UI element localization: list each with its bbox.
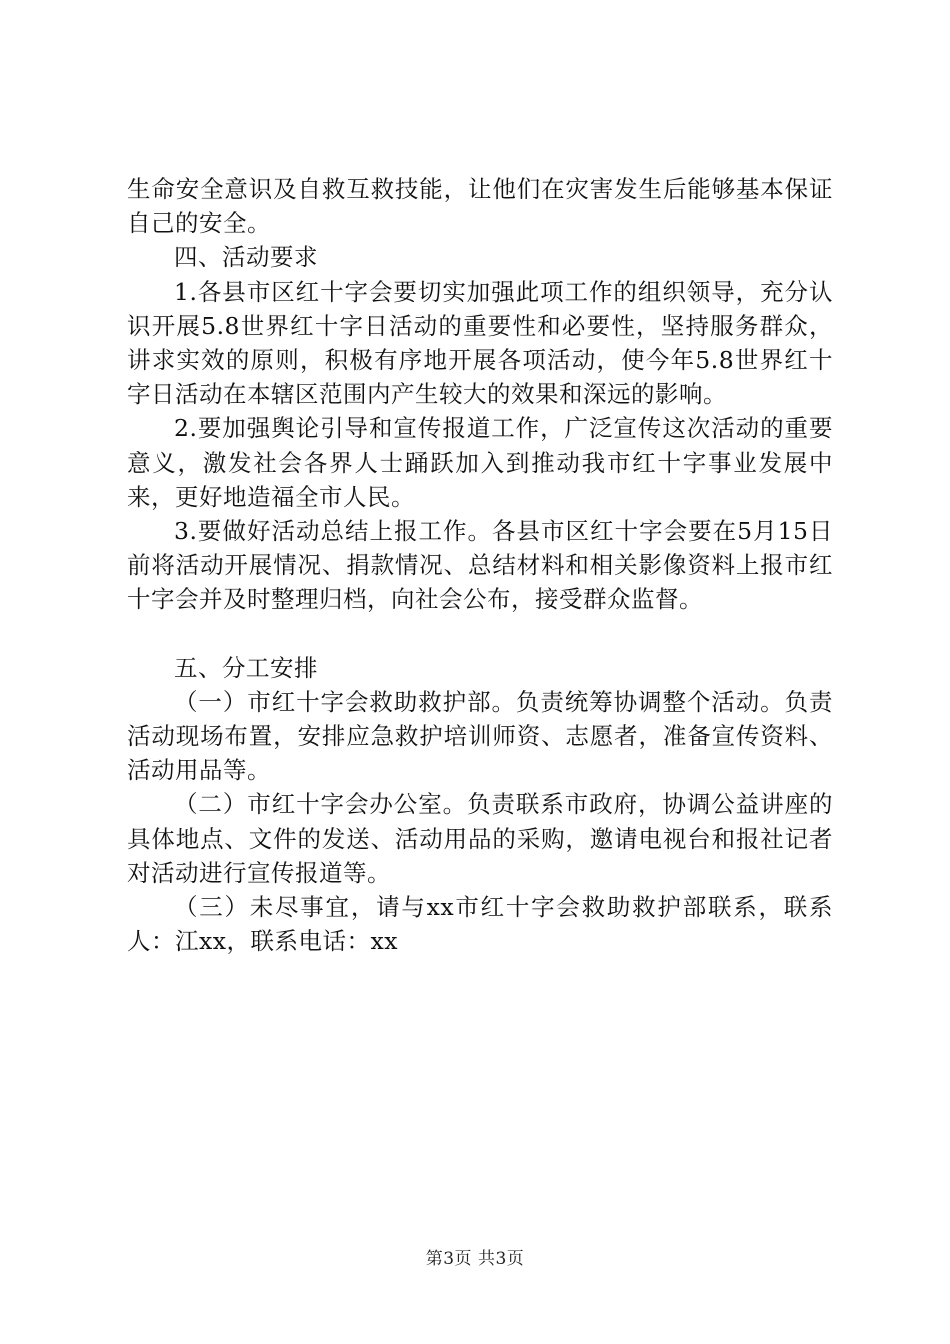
section-heading-activity-requirements: 四、活动要求 (174, 243, 318, 272)
division-item-1: （一）市红十字会救助救护部。负责统筹协调整个活动。负责活动现场布置，安排应急救护培训师资、志愿者，准备宣传资料、活动用品等。 (127, 687, 833, 785)
requirement-item-1: 1.各县市区红十字会要切实加强此项工作的组织领导，充分认识开展5.8世界红十字日活动的重要性和必要性，坚持服务群众，讲求实效的原则，积极有序地开展各项活动，使今年5.8世界红十字日活动在本辖区范围内产生较大的效果和深远的影响。 (127, 277, 833, 409)
document-body (127, 172, 833, 958)
paragraph-continuation: 生命安全意识及自救互救技能，让他们在灾害发生后能够基本保证自己的安全。 (127, 175, 833, 238)
division-item-2: （二）市红十字会办公室。负责联系市政府，协调公益讲座的具体地点、文件的发送、活动用品的采购，邀请电视台和报社记者对活动进行宣传报道等。 (127, 790, 833, 887)
requirement-item-3: 3.要做好活动总结上报工作。各县市区红十字会要在5月15日前将活动开展情况、捐款情况、总结材料和相关影像资料上报市红十字会并及时整理归档，向社会公布，接受群众监督。 (127, 517, 833, 614)
paragraph-gap (127, 617, 833, 651)
section-heading-division-of-work: 五、分工安排 (174, 653, 318, 682)
page-number-footer: 第3页 共3页 (425, 1249, 525, 1269)
requirement-item-2: 2.要加强舆论引导和宣传报道工作，广泛宣传这次活动的重要意义，激发社会各界人士踊跃加入到推动我市红十字事业发展中来，更好地造福全市人民。 (127, 414, 833, 511)
division-item-3: （三）未尽事宜，请与xx市红十字会救助救护部联系，联系人：江xx，联系电话：xx (127, 893, 833, 956)
